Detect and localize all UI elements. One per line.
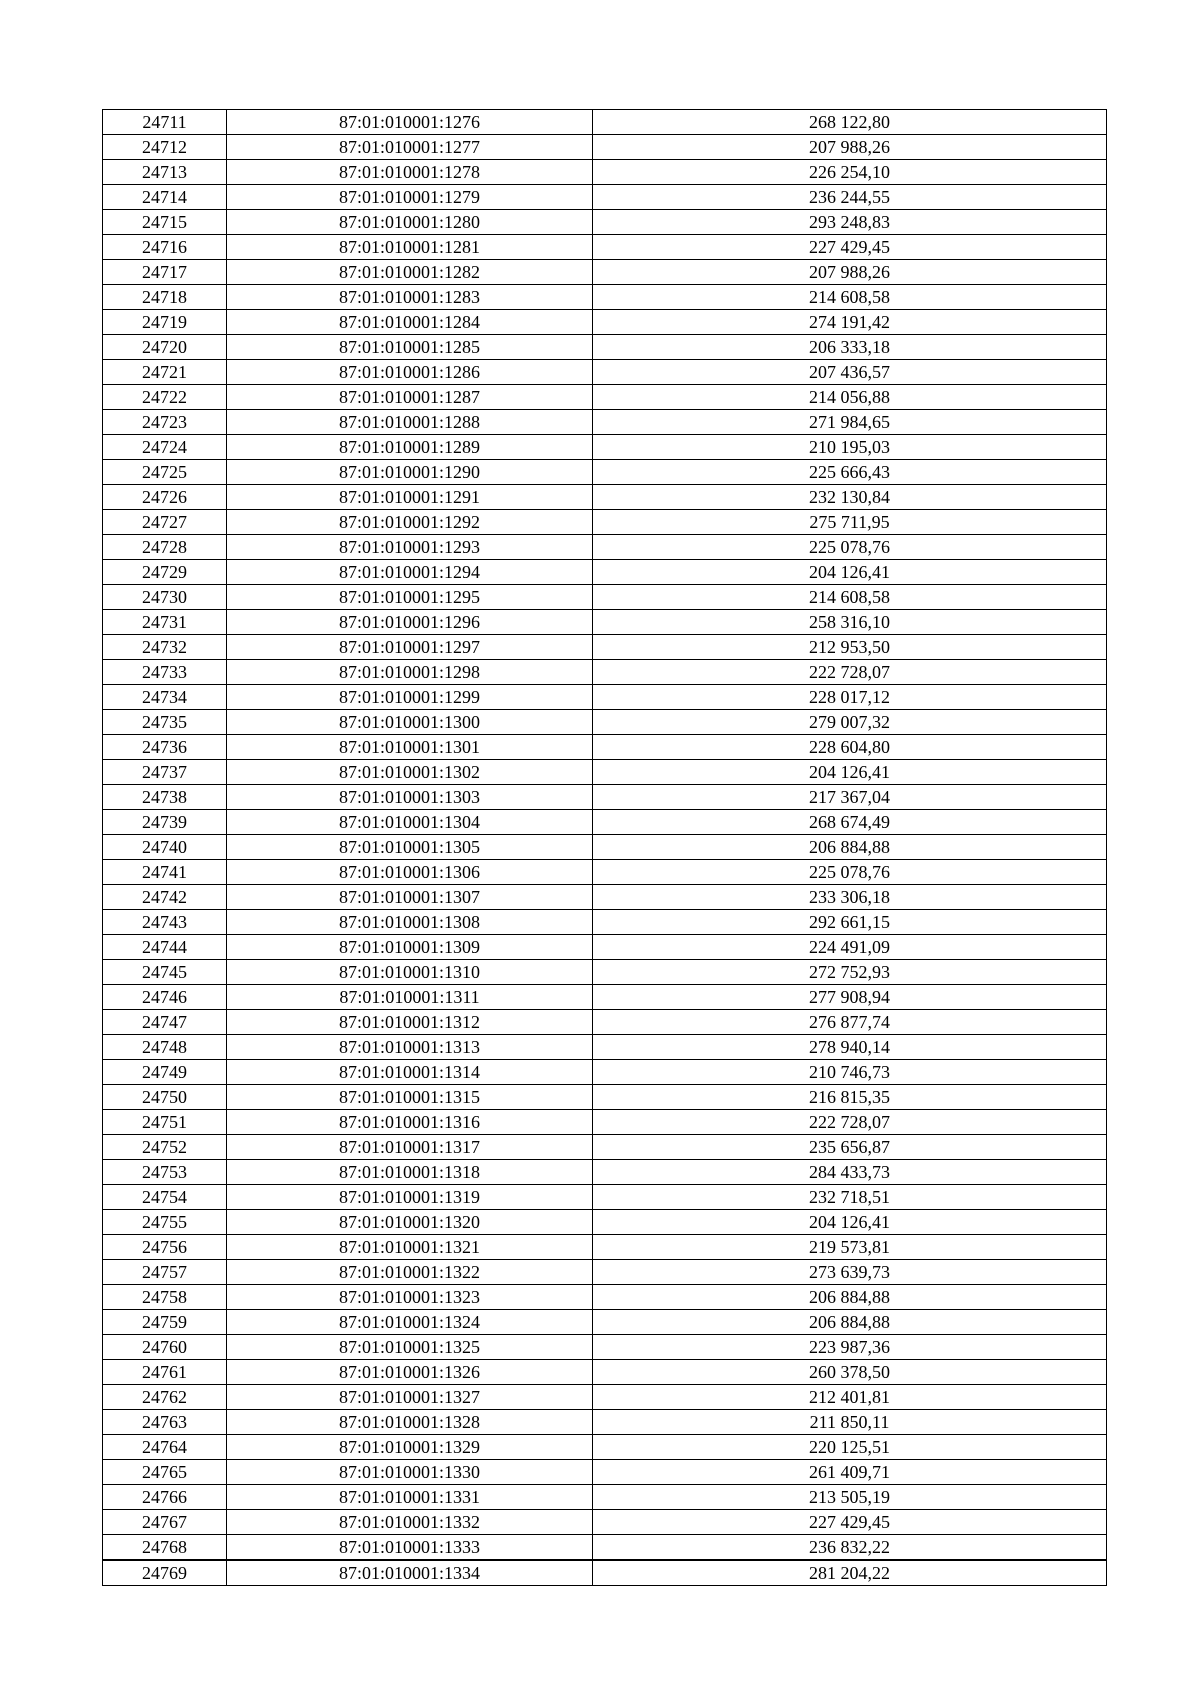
- value-cell: 227 429,45: [593, 1510, 1107, 1535]
- value-cell: 236 244,55: [593, 185, 1107, 210]
- value-cell: 232 718,51: [593, 1185, 1107, 1210]
- value-cell: 223 987,36: [593, 1335, 1107, 1360]
- value-cell: 235 656,87: [593, 1135, 1107, 1160]
- table-row: [103, 1410, 1107, 1435]
- row-number-cell: 24731: [103, 610, 227, 635]
- value-cell: 210 195,03: [593, 435, 1107, 460]
- row-number-cell: 24747: [103, 1010, 227, 1035]
- value-cell: 225 078,76: [593, 535, 1107, 560]
- row-number-cell: 24743: [103, 910, 227, 935]
- table-row: [103, 310, 1107, 335]
- value-cell: 216 815,35: [593, 1085, 1107, 1110]
- value-cell: 227 429,45: [593, 235, 1107, 260]
- value-cell: 212 953,50: [593, 635, 1107, 660]
- table-row: [103, 885, 1107, 910]
- row-number-cell: 24715: [103, 210, 227, 235]
- cadastral-number-cell: 87:01:010001:1309: [227, 935, 593, 960]
- row-number-cell: 24766: [103, 1485, 227, 1510]
- value-cell: 236 832,22: [593, 1535, 1107, 1561]
- row-number-cell: 24722: [103, 385, 227, 410]
- value-cell: 224 491,09: [593, 935, 1107, 960]
- cadastral-number-cell: 87:01:010001:1277: [227, 135, 593, 160]
- table-row: [103, 285, 1107, 310]
- cadastral-number-cell: 87:01:010001:1279: [227, 185, 593, 210]
- table-row: [103, 760, 1107, 785]
- row-number-cell: 24712: [103, 135, 227, 160]
- row-number-cell: 24723: [103, 410, 227, 435]
- row-number-cell: 24753: [103, 1160, 227, 1185]
- cadastral-number-cell: 87:01:010001:1316: [227, 1110, 593, 1135]
- value-cell: 207 988,26: [593, 135, 1107, 160]
- row-number-cell: 24728: [103, 535, 227, 560]
- value-cell: 204 126,41: [593, 1210, 1107, 1235]
- cadastral-number-cell: 87:01:010001:1282: [227, 260, 593, 285]
- table-row: [103, 335, 1107, 360]
- row-number-cell: 24754: [103, 1185, 227, 1210]
- table-row: [103, 210, 1107, 235]
- value-cell: 206 333,18: [593, 335, 1107, 360]
- value-cell: 293 248,83: [593, 210, 1107, 235]
- cadastral-number-cell: 87:01:010001:1304: [227, 810, 593, 835]
- row-number-cell: 24711: [103, 110, 227, 135]
- table-row: [103, 360, 1107, 385]
- cadastral-number-cell: 87:01:010001:1301: [227, 735, 593, 760]
- table-row: [103, 935, 1107, 960]
- cadastral-number-cell: 87:01:010001:1322: [227, 1260, 593, 1285]
- cadastral-number-cell: 87:01:010001:1326: [227, 1360, 593, 1385]
- table-row: [103, 610, 1107, 635]
- row-number-cell: 24762: [103, 1385, 227, 1410]
- value-cell: 225 666,43: [593, 460, 1107, 485]
- value-cell: 268 674,49: [593, 810, 1107, 835]
- cadastral-number-cell: 87:01:010001:1324: [227, 1310, 593, 1335]
- cadastral-number-cell: 87:01:010001:1286: [227, 360, 593, 385]
- row-number-cell: 24760: [103, 1335, 227, 1360]
- cadastral-number-cell: 87:01:010001:1310: [227, 960, 593, 985]
- row-number-cell: 24720: [103, 335, 227, 360]
- row-number-cell: 24738: [103, 785, 227, 810]
- row-number-cell: 24751: [103, 1110, 227, 1135]
- table-row: [103, 960, 1107, 985]
- table-row: [103, 1135, 1107, 1160]
- cadastral-number-cell: 87:01:010001:1314: [227, 1060, 593, 1085]
- table-row: [103, 1035, 1107, 1060]
- table-row: [103, 660, 1107, 685]
- row-number-cell: 24768: [103, 1535, 227, 1561]
- cadastral-value-table: [102, 109, 1107, 1586]
- value-cell: 279 007,32: [593, 710, 1107, 735]
- table-row: [103, 385, 1107, 410]
- row-number-cell: 24739: [103, 810, 227, 835]
- table-row: [103, 685, 1107, 710]
- table-row: [103, 1260, 1107, 1285]
- value-cell: 212 401,81: [593, 1385, 1107, 1410]
- table-row: [103, 1235, 1107, 1260]
- row-number-cell: 24716: [103, 235, 227, 260]
- value-cell: 232 130,84: [593, 485, 1107, 510]
- row-number-cell: 24730: [103, 585, 227, 610]
- cadastral-number-cell: 87:01:010001:1296: [227, 610, 593, 635]
- cadastral-number-cell: 87:01:010001:1295: [227, 585, 593, 610]
- value-cell: 277 908,94: [593, 985, 1107, 1010]
- cadastral-number-cell: 87:01:010001:1293: [227, 535, 593, 560]
- row-number-cell: 24726: [103, 485, 227, 510]
- table-row: [103, 460, 1107, 485]
- row-number-cell: 24714: [103, 185, 227, 210]
- value-cell: 213 505,19: [593, 1485, 1107, 1510]
- row-number-cell: 24752: [103, 1135, 227, 1160]
- table-row: [103, 1085, 1107, 1110]
- table-row: [103, 185, 1107, 210]
- cadastral-number-cell: 87:01:010001:1320: [227, 1210, 593, 1235]
- value-cell: 207 988,26: [593, 260, 1107, 285]
- table-row: [103, 835, 1107, 860]
- cadastral-number-cell: 87:01:010001:1302: [227, 760, 593, 785]
- value-cell: 214 608,58: [593, 285, 1107, 310]
- table-row: [103, 710, 1107, 735]
- cadastral-number-cell: 87:01:010001:1332: [227, 1510, 593, 1535]
- cadastral-number-cell: 87:01:010001:1308: [227, 910, 593, 935]
- cadastral-number-cell: 87:01:010001:1300: [227, 710, 593, 735]
- row-number-cell: 24769: [103, 1560, 227, 1586]
- value-cell: 210 746,73: [593, 1060, 1107, 1085]
- row-number-cell: 24764: [103, 1435, 227, 1460]
- value-cell: 258 316,10: [593, 610, 1107, 635]
- value-cell: 207 436,57: [593, 360, 1107, 385]
- value-cell: 278 940,14: [593, 1035, 1107, 1060]
- table-row: [103, 560, 1107, 585]
- row-number-cell: 24740: [103, 835, 227, 860]
- value-cell: 281 204,22: [593, 1560, 1107, 1586]
- row-number-cell: 24759: [103, 1310, 227, 1335]
- row-number-cell: 24763: [103, 1410, 227, 1435]
- cadastral-number-cell: 87:01:010001:1276: [227, 110, 593, 135]
- cadastral-number-cell: 87:01:010001:1284: [227, 310, 593, 335]
- table-row: [103, 510, 1107, 535]
- row-number-cell: 24748: [103, 1035, 227, 1060]
- table-row: [103, 160, 1107, 185]
- table-row: [103, 260, 1107, 285]
- row-number-cell: 24713: [103, 160, 227, 185]
- cadastral-number-cell: 87:01:010001:1290: [227, 460, 593, 485]
- table-body: [103, 110, 1107, 1586]
- cadastral-number-cell: 87:01:010001:1303: [227, 785, 593, 810]
- cadastral-number-cell: 87:01:010001:1294: [227, 560, 593, 585]
- table-row: [103, 1560, 1107, 1586]
- table-row: [103, 985, 1107, 1010]
- table-row: [103, 735, 1107, 760]
- cadastral-number-cell: 87:01:010001:1288: [227, 410, 593, 435]
- value-cell: 204 126,41: [593, 760, 1107, 785]
- value-cell: 272 752,93: [593, 960, 1107, 985]
- row-number-cell: 24746: [103, 985, 227, 1010]
- cadastral-number-cell: 87:01:010001:1323: [227, 1285, 593, 1310]
- cadastral-number-cell: 87:01:010001:1319: [227, 1185, 593, 1210]
- cadastral-number-cell: 87:01:010001:1297: [227, 635, 593, 660]
- cadastral-number-cell: 87:01:010001:1306: [227, 860, 593, 885]
- row-number-cell: 24757: [103, 1260, 227, 1285]
- cadastral-number-cell: 87:01:010001:1299: [227, 685, 593, 710]
- cadastral-number-cell: 87:01:010001:1311: [227, 985, 593, 1010]
- table-row: [103, 1010, 1107, 1035]
- cadastral-number-cell: 87:01:010001:1285: [227, 335, 593, 360]
- row-number-cell: 24741: [103, 860, 227, 885]
- table-row: [103, 1060, 1107, 1085]
- value-cell: 220 125,51: [593, 1435, 1107, 1460]
- value-cell: 222 728,07: [593, 660, 1107, 685]
- row-number-cell: 24717: [103, 260, 227, 285]
- row-number-cell: 24767: [103, 1510, 227, 1535]
- cadastral-number-cell: 87:01:010001:1327: [227, 1385, 593, 1410]
- table-row: [103, 635, 1107, 660]
- table-row: [103, 860, 1107, 885]
- value-cell: 206 884,88: [593, 1285, 1107, 1310]
- value-cell: 228 017,12: [593, 685, 1107, 710]
- cadastral-number-cell: 87:01:010001:1328: [227, 1410, 593, 1435]
- cadastral-number-cell: 87:01:010001:1317: [227, 1135, 593, 1160]
- row-number-cell: 24733: [103, 660, 227, 685]
- row-number-cell: 24745: [103, 960, 227, 985]
- value-cell: 204 126,41: [593, 560, 1107, 585]
- table-row: [103, 135, 1107, 160]
- value-cell: 211 850,11: [593, 1410, 1107, 1435]
- value-cell: 271 984,65: [593, 410, 1107, 435]
- table-row: [103, 435, 1107, 460]
- table-row: [103, 1210, 1107, 1235]
- cadastral-number-cell: 87:01:010001:1305: [227, 835, 593, 860]
- row-number-cell: 24734: [103, 685, 227, 710]
- value-cell: 214 608,58: [593, 585, 1107, 610]
- value-cell: 217 367,04: [593, 785, 1107, 810]
- table-row: [103, 1285, 1107, 1310]
- row-number-cell: 24755: [103, 1210, 227, 1235]
- cadastral-number-cell: 87:01:010001:1318: [227, 1160, 593, 1185]
- row-number-cell: 24729: [103, 560, 227, 585]
- row-number-cell: 24718: [103, 285, 227, 310]
- cadastral-number-cell: 87:01:010001:1280: [227, 210, 593, 235]
- row-number-cell: 24765: [103, 1460, 227, 1485]
- row-number-cell: 24736: [103, 735, 227, 760]
- table-row: [103, 1385, 1107, 1410]
- table-row: [103, 110, 1107, 135]
- value-cell: 206 884,88: [593, 835, 1107, 860]
- value-cell: 225 078,76: [593, 860, 1107, 885]
- row-number-cell: 24758: [103, 1285, 227, 1310]
- row-number-cell: 24744: [103, 935, 227, 960]
- table-row: [103, 1510, 1107, 1535]
- row-number-cell: 24725: [103, 460, 227, 485]
- value-cell: 268 122,80: [593, 110, 1107, 135]
- table-row: [103, 1335, 1107, 1360]
- row-number-cell: 24749: [103, 1060, 227, 1085]
- row-number-cell: 24761: [103, 1360, 227, 1385]
- value-cell: 233 306,18: [593, 885, 1107, 910]
- cadastral-number-cell: 87:01:010001:1321: [227, 1235, 593, 1260]
- value-cell: 273 639,73: [593, 1260, 1107, 1285]
- table-row: [103, 1185, 1107, 1210]
- value-cell: 260 378,50: [593, 1360, 1107, 1385]
- value-cell: 261 409,71: [593, 1460, 1107, 1485]
- row-number-cell: 24742: [103, 885, 227, 910]
- row-number-cell: 24727: [103, 510, 227, 535]
- value-cell: 276 877,74: [593, 1010, 1107, 1035]
- cadastral-number-cell: 87:01:010001:1312: [227, 1010, 593, 1035]
- table-row: [103, 1310, 1107, 1335]
- cadastral-number-cell: 87:01:010001:1315: [227, 1085, 593, 1110]
- cadastral-number-cell: 87:01:010001:1333: [227, 1535, 593, 1561]
- row-number-cell: 24756: [103, 1235, 227, 1260]
- cadastral-number-cell: 87:01:010001:1278: [227, 160, 593, 185]
- cadastral-number-cell: 87:01:010001:1329: [227, 1435, 593, 1460]
- row-number-cell: 24750: [103, 1085, 227, 1110]
- table-row: [103, 1535, 1107, 1561]
- cadastral-number-cell: 87:01:010001:1313: [227, 1035, 593, 1060]
- table-row: [103, 785, 1107, 810]
- table-row: [103, 810, 1107, 835]
- value-cell: 228 604,80: [593, 735, 1107, 760]
- table-row: [103, 910, 1107, 935]
- row-number-cell: 24732: [103, 635, 227, 660]
- table-row: [103, 1110, 1107, 1135]
- table-row: [103, 1460, 1107, 1485]
- cadastral-number-cell: 87:01:010001:1283: [227, 285, 593, 310]
- value-cell: 275 711,95: [593, 510, 1107, 535]
- cadastral-number-cell: 87:01:010001:1289: [227, 435, 593, 460]
- table-row: [103, 1485, 1107, 1510]
- value-cell: 206 884,88: [593, 1310, 1107, 1335]
- cadastral-number-cell: 87:01:010001:1298: [227, 660, 593, 685]
- value-cell: 284 433,73: [593, 1160, 1107, 1185]
- value-cell: 219 573,81: [593, 1235, 1107, 1260]
- cadastral-number-cell: 87:01:010001:1291: [227, 485, 593, 510]
- value-cell: 222 728,07: [593, 1110, 1107, 1135]
- row-number-cell: 24735: [103, 710, 227, 735]
- value-cell: 274 191,42: [593, 310, 1107, 335]
- table-row: [103, 535, 1107, 560]
- row-number-cell: 24721: [103, 360, 227, 385]
- cadastral-number-cell: 87:01:010001:1334: [227, 1560, 593, 1586]
- table-row: [103, 1160, 1107, 1185]
- table-row: [103, 485, 1107, 510]
- cadastral-number-cell: 87:01:010001:1331: [227, 1485, 593, 1510]
- table-row: [103, 410, 1107, 435]
- cadastral-number-cell: 87:01:010001:1287: [227, 385, 593, 410]
- cadastral-number-cell: 87:01:010001:1325: [227, 1335, 593, 1360]
- table-row: [103, 585, 1107, 610]
- value-cell: 214 056,88: [593, 385, 1107, 410]
- cadastral-number-cell: 87:01:010001:1281: [227, 235, 593, 260]
- row-number-cell: 24719: [103, 310, 227, 335]
- cadastral-number-cell: 87:01:010001:1292: [227, 510, 593, 535]
- value-cell: 226 254,10: [593, 160, 1107, 185]
- table-row: [103, 1360, 1107, 1385]
- row-number-cell: 24737: [103, 760, 227, 785]
- cadastral-number-cell: 87:01:010001:1330: [227, 1460, 593, 1485]
- row-number-cell: 24724: [103, 435, 227, 460]
- table-row: [103, 235, 1107, 260]
- table-row: [103, 1435, 1107, 1460]
- value-cell: 292 661,15: [593, 910, 1107, 935]
- cadastral-number-cell: 87:01:010001:1307: [227, 885, 593, 910]
